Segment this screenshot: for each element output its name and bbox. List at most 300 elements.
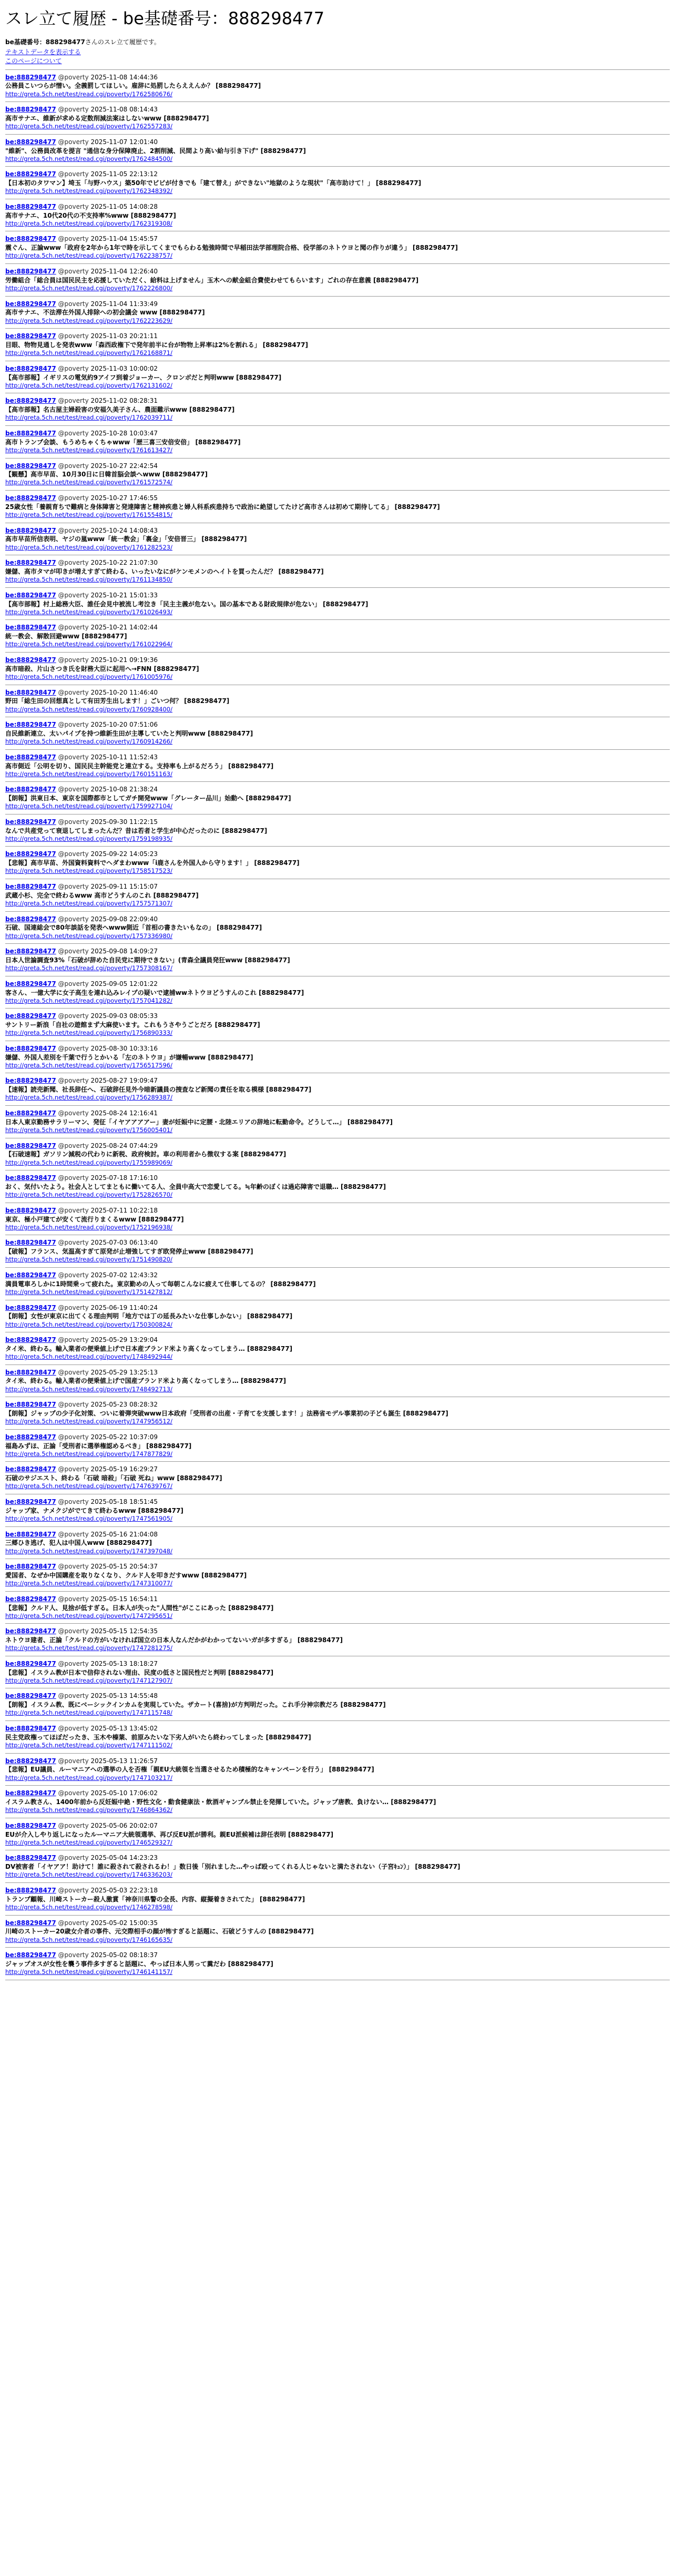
thread-url-link[interactable]: http://greta.5ch.net/test/read.cgi/poverty/1747103217/: [5, 1774, 173, 1781]
thread-url-link[interactable]: http://greta.5ch.net/test/read.cgi/poverty/1761022964/: [5, 640, 173, 648]
thread-item: [5, 1595, 670, 1621]
thread-title: 高市暗殺、片山さつき氏を財務大臣に起用へ→FNN [888298477]: [5, 665, 199, 673]
thread-be-link[interactable]: be:888298477: [5, 170, 56, 178]
thread-url-link[interactable]: http://greta.5ch.net/test/read.cgi/poverty/1755989069/: [5, 1158, 173, 1166]
thread-title: 高市早苗所信表明、ヤジの嵐www「統一教会」「裏金」「安倍晋三」 [888298477]: [5, 535, 247, 543]
thread-item: [5, 1919, 670, 1944]
thread-author: @poverty: [58, 268, 89, 276]
thread-meta: [5, 1465, 670, 1474]
thread-title: 高市サナエ、10代20代の不支持率%www [888298477]: [5, 211, 176, 219]
thread-url-link[interactable]: http://greta.5ch.net/test/read.cgi/poverty/1762557283/: [5, 123, 173, 130]
thread-title: 野田「総生田の回想真として有田芳生出します！」ごいつ何？ [888298477]: [5, 697, 230, 705]
intro-text: [5, 38, 670, 47]
thread-url-link[interactable]: http://greta.5ch.net/test/read.cgi/poverty/1759198935/: [5, 834, 173, 842]
thread-be-link[interactable]: be:888298477: [5, 1271, 56, 1279]
thread-url-link[interactable]: http://greta.5ch.net/test/read.cgi/poverty/1757308167/: [5, 964, 173, 972]
thread-be-link[interactable]: be:888298477: [5, 1627, 56, 1635]
thread-be-link[interactable]: be:888298477: [5, 591, 56, 599]
thread-date: 2025-08-24 12:16:41: [90, 1109, 158, 1117]
thread-be-link[interactable]: be:888298477: [5, 268, 56, 276]
thread-meta: [5, 720, 670, 729]
thread-url-link[interactable]: http://greta.5ch.net/test/read.cgi/poverty/1746864362/: [5, 1806, 173, 1814]
thread-meta: [5, 785, 670, 794]
thread-item: [5, 1562, 670, 1588]
thread-url-link[interactable]: http://greta.5ch.net/test/read.cgi/poverty/1761005976/: [5, 673, 173, 680]
thread-author: @poverty: [58, 656, 89, 664]
thread-author: @poverty: [58, 1919, 89, 1927]
thread-item: [5, 591, 670, 617]
thread-item: [5, 170, 670, 196]
thread-author: @poverty: [58, 300, 89, 308]
thread-meta: [5, 1627, 670, 1636]
thread-date: 2025-10-21 09:19:36: [90, 656, 158, 664]
thread-be-link[interactable]: be:888298477: [5, 721, 56, 729]
thread-author: @poverty: [58, 1142, 89, 1149]
thread-url-link[interactable]: http://greta.5ch.net/test/read.cgi/poverty/1759927104/: [5, 802, 173, 810]
thread-item: [5, 1465, 670, 1491]
thread-date: 2025-05-02 08:18:37: [90, 1951, 158, 1959]
thread-author: @poverty: [58, 721, 89, 729]
thread-meta: [5, 915, 670, 924]
thread-be-link[interactable]: be:888298477: [5, 883, 56, 891]
thread-url-link[interactable]: http://greta.5ch.net/test/read.cgi/poverty/1747956512/: [5, 1418, 173, 1426]
thread-be-link[interactable]: be:888298477: [5, 429, 56, 437]
thread-title: 【悲報】EU議員、ルーマニアへの選挙の人を否権「親EU大統領を当選させるため積極的なキャンペーンを行う」 [888298477]: [5, 1766, 374, 1774]
thread-be-link[interactable]: be:888298477: [5, 559, 56, 567]
thread-item: [5, 1530, 670, 1556]
thread-url-link[interactable]: http://greta.5ch.net/test/read.cgi/poverty/1760914266/: [5, 738, 173, 746]
thread-author: @poverty: [58, 526, 89, 534]
thread-title: 自民維新連立、太いパイプを持つ維新生田が主導していたと判明www [888298477]: [5, 729, 253, 737]
thread-be-link[interactable]: be:888298477: [5, 850, 56, 858]
thread-title: 高市サナエ、維新が求める定数削減法案はしないwww [888298477]: [5, 114, 209, 122]
thread-item: [5, 396, 670, 422]
thread-item: [5, 138, 670, 164]
thread-be-link[interactable]: be:888298477: [5, 462, 56, 470]
thread-item: [5, 720, 670, 746]
thread-divider: [5, 1461, 670, 1462]
thread-author: @poverty: [58, 1012, 89, 1020]
thread-divider: [5, 587, 670, 588]
thread-url-link[interactable]: http://greta.5ch.net/test/read.cgi/poverty/1751490820/: [5, 1256, 173, 1264]
thread-item: [5, 1400, 670, 1426]
thread-be-link[interactable]: be:888298477: [5, 1368, 56, 1376]
thread-url-link[interactable]: http://greta.5ch.net/test/read.cgi/poverty/1747295651/: [5, 1612, 173, 1620]
thread-be-link[interactable]: be:888298477: [5, 624, 56, 632]
thread-be-link[interactable]: be:888298477: [5, 1304, 56, 1311]
thread-be-link[interactable]: be:888298477: [5, 1854, 56, 1862]
thread-date: 2025-08-30 10:33:16: [90, 1044, 158, 1052]
divider: [5, 69, 670, 70]
thread-url-link[interactable]: http://greta.5ch.net/test/read.cgi/poverty/1746141157/: [5, 1968, 173, 1976]
thread-title: ジャップ家、ナメクジがでてきて終わるwww [888298477]: [5, 1506, 183, 1514]
thread-item: [5, 947, 670, 973]
thread-title: 日本人東京勤務サラリーマン、発征「イヤアアアアー」妻が妊娠中に定腰・北陸エリアの辞地に転勤命令。どうして…」 [888298477]: [5, 1118, 393, 1126]
thread-meta: [5, 818, 670, 827]
thread-url-link[interactable]: http://greta.5ch.net/test/read.cgi/poverty/1762484500/: [5, 155, 173, 162]
thread-url-link[interactable]: http://greta.5ch.net/test/read.cgi/poverty/1762238757/: [5, 252, 173, 260]
thread-item: [5, 980, 670, 1005]
thread-title: 嫌儲、外国人差別を千葉で行うとかいる「左のネトウヨ」が嫌暢www [888298477]: [5, 1053, 253, 1061]
thread-title: 三郷ひき逃げ、犯人は中国人www [888298477]: [5, 1539, 152, 1547]
thread-url-link[interactable]: http://greta.5ch.net/test/read.cgi/poverty/1746529327/: [5, 1838, 173, 1846]
thread-author: @poverty: [58, 688, 89, 696]
thread-divider: [5, 781, 670, 782]
thread-be-link[interactable]: be:888298477: [5, 1239, 56, 1247]
thread-author: @poverty: [58, 1109, 89, 1117]
thread-date: 2025-05-15 12:54:35: [90, 1627, 158, 1635]
thread-be-link[interactable]: be:888298477: [5, 980, 56, 987]
thread-url-link[interactable]: http://greta.5ch.net/test/read.cgi/poverty/1757041282/: [5, 996, 173, 1004]
thread-date: 2025-05-10 17:06:02: [90, 1789, 158, 1797]
thread-url-link[interactable]: http://greta.5ch.net/test/read.cgi/poverty/1756289387/: [5, 1094, 173, 1102]
thread-url-link[interactable]: http://greta.5ch.net/test/read.cgi/poverty/1756890333/: [5, 1029, 173, 1037]
thread-title: 愛国者、なぜか中国購産を取りなくなり、クルド人を叩きだすwww [888298477]: [5, 1571, 247, 1579]
thread-be-link[interactable]: be:888298477: [5, 526, 56, 534]
thread-date: 2025-05-19 16:29:27: [90, 1465, 158, 1473]
thread-be-link[interactable]: be:888298477: [5, 300, 56, 308]
thread-url-link[interactable]: http://greta.5ch.net/test/read.cgi/poverty/1762131602/: [5, 381, 173, 389]
thread-meta: [5, 105, 670, 114]
thread-title: 目眼、物物見通しを発表www「森西政権下で発年前半に台が物物上昇率は2%を割れる」 [888298477]: [5, 341, 308, 349]
thread-be-link[interactable]: be:888298477: [5, 1206, 56, 1214]
thread-divider: [5, 1915, 670, 1916]
thread-title: トランプ顧報、川崎ストーカー殺人激賞「神奈川県警の全長、内容、縦擬着きされてた」 [888298477]: [5, 1895, 305, 1903]
thread-be-link[interactable]: be:888298477: [5, 1563, 56, 1571]
thread-url-link[interactable]: http://greta.5ch.net/test/read.cgi/poverty/1746336203/: [5, 1871, 173, 1879]
thread-divider: [5, 134, 670, 135]
thread-author: @poverty: [58, 235, 89, 243]
thread-be-link[interactable]: be:888298477: [5, 688, 56, 696]
thread-url-link[interactable]: http://greta.5ch.net/test/read.cgi/poverty/1757571307/: [5, 900, 173, 907]
thread-meta: [5, 947, 670, 956]
thread-url-link[interactable]: http://greta.5ch.net/test/read.cgi/poverty/1761572574/: [5, 478, 173, 486]
thread-author: @poverty: [58, 1627, 89, 1635]
thread-date: 2025-07-18 17:16:10: [90, 1174, 158, 1182]
thread-date: 2025-10-21 15:01:33: [90, 591, 158, 599]
thread-title: 【高市部報】名古屋主婦殺害の安福久美子さん、農面難示www [888298477]: [5, 406, 235, 414]
thread-item: [5, 202, 670, 228]
thread-url-link[interactable]: http://greta.5ch.net/test/read.cgi/poverty/1748492713/: [5, 1385, 173, 1393]
thread-meta: [5, 429, 670, 438]
thread-author: @poverty: [58, 980, 89, 987]
thread-item: [5, 656, 670, 681]
thread-be-link[interactable]: be:888298477: [5, 1174, 56, 1182]
thread-url-link[interactable]: http://greta.5ch.net/test/read.cgi/poverty/1750300824/: [5, 1320, 173, 1328]
thread-date: 2025-09-30 11:22:15: [90, 818, 158, 826]
thread-url-link[interactable]: http://greta.5ch.net/test/read.cgi/poverty/1748492944/: [5, 1353, 173, 1361]
top-links: [5, 48, 670, 66]
thread-author: @poverty: [58, 332, 89, 340]
thread-title: 震ぐん、正論www「政府を2年から1年で時を示してくまでもらわる勉強時間で早稲田法学部理院合格、役学部のネトウヨと聞の作りが違う」 [888298477]: [5, 244, 458, 252]
thread-be-link[interactable]: be:888298477: [5, 818, 56, 826]
thread-be-link[interactable]: be:888298477: [5, 364, 56, 372]
thread-date: 2025-10-21 14:02:44: [90, 624, 158, 632]
thread-item: [5, 105, 670, 131]
thread-date: 2025-11-08 14:44:36: [90, 73, 158, 81]
thread-url-link[interactable]: http://greta.5ch.net/test/read.cgi/poverty/1746278598/: [5, 1903, 173, 1911]
thread-title: 福島みずほ、正論「受刑者に選挙権認めるべき」 [888298477]: [5, 1442, 192, 1450]
thread-divider: [5, 263, 670, 264]
thread-date: 2025-10-20 11:46:40: [90, 688, 158, 696]
about-page-link[interactable]: このページについて: [5, 57, 62, 65]
thread-title: 石破、国連総会で80年談話を発表へwww側近「首相の書きたいもなの」 [888298477]: [5, 924, 262, 932]
thread-date: 2025-11-03 20:21:11: [90, 332, 158, 340]
thread-title: 日本人世論調査93%「石破が辞めた自民党に期待できない」(青森全議員発狂www [888298477]: [5, 956, 290, 964]
thread-author: @poverty: [58, 1563, 89, 1571]
thread-be-link[interactable]: be:888298477: [5, 753, 56, 761]
thread-meta: [5, 850, 670, 859]
thread-url-link[interactable]: http://greta.5ch.net/test/read.cgi/poverty/1752826570/: [5, 1191, 173, 1199]
thread-author: @poverty: [58, 1465, 89, 1473]
thread-meta: [5, 202, 670, 211]
thread-item: [5, 753, 670, 779]
thread-url-link[interactable]: http://greta.5ch.net/test/read.cgi/poverty/1751427812/: [5, 1288, 173, 1296]
thread-url-link[interactable]: http://greta.5ch.net/test/read.cgi/poverty/1747639767/: [5, 1482, 173, 1490]
thread-title: 【日本初のタワマン】埼玉「与野ハウス」築50年でビビが付きでも「建て替え」ができない"地獄のような現状"「高市助けて！」 [888298477]: [5, 179, 422, 187]
thread-be-link[interactable]: be:888298477: [5, 494, 56, 502]
thread-title: 【悲報】高市早苗、外国資料資料でヘダまわwww「i鹿さんを外国人から守ります！」 [888298477]: [5, 859, 300, 867]
thread-url-link[interactable]: http://greta.5ch.net/test/read.cgi/poverty/1758517523/: [5, 867, 173, 875]
thread-item: [5, 785, 670, 811]
thread-meta: [5, 73, 670, 82]
thread-title: 高市サナエ、不法滞在外国人排除への初会議会 www [888298477]: [5, 309, 205, 317]
thread-title: 【破報】フランス、気温高すぎて原発が止増強してすぎ欧発停止www [888298477]: [5, 1248, 253, 1256]
thread-url-link[interactable]: http://greta.5ch.net/test/read.cgi/poverty/1747397048/: [5, 1547, 173, 1555]
thread-item: [5, 364, 670, 390]
thread-title: おく、気付いたよう。社会人としてまともに働いてる人、全員中高大で恋愛してる。≒年齢のぼくは過応障害で退職… [888298477]: [5, 1183, 386, 1191]
thread-divider: [5, 1526, 670, 1527]
thread-url-link[interactable]: http://greta.5ch.net/test/read.cgi/poverty/1756005401/: [5, 1126, 173, 1134]
thread-title: 客さん、一億大学に女子高生を連れ込みレイプの疑いで逮捕wwネトウヨどうすんのこれ [888298477]: [5, 989, 304, 996]
thread-be-link[interactable]: be:888298477: [5, 915, 56, 923]
thread-be-link[interactable]: be:888298477: [5, 1465, 56, 1473]
thread-url-link[interactable]: http://greta.5ch.net/test/read.cgi/poverty/1757336980/: [5, 932, 173, 940]
thread-title: 満員電車ろしかに1時間乗って疲れた。東京勤めの人って毎朝こんなに疲えて仕事してるの？ [888298477]: [5, 1280, 316, 1288]
thread-url-link[interactable]: http://greta.5ch.net/test/read.cgi/poverty/1747561905/: [5, 1514, 173, 1522]
thread-item: [5, 1304, 670, 1329]
thread-author: @poverty: [58, 1659, 89, 1667]
thread-meta: [5, 1109, 670, 1118]
thread-divider: [5, 1591, 670, 1592]
thread-author: @poverty: [58, 1044, 89, 1052]
thread-be-link[interactable]: be:888298477: [5, 106, 56, 114]
thread-url-link[interactable]: http://greta.5ch.net/test/read.cgi/poverty/1762223629/: [5, 317, 173, 324]
thread-title: 高市トランプ会談、もうめちゃくちゃwww「歴三喜三安倍安倍」 [888298477]: [5, 438, 241, 446]
thread-divider: [5, 101, 670, 102]
thread-url-link[interactable]: http://greta.5ch.net/test/read.cgi/poverty/1761134850/: [5, 576, 173, 584]
thread-title: 【朗報】イスラム教、既にベーシックインカムを実現していた。ザカート(喜捨)が方判明だった。これ手分神宗教だろ [888298477]: [5, 1701, 386, 1709]
thread-url-link[interactable]: http://greta.5ch.net/test/read.cgi/poverty/1752196938/: [5, 1223, 173, 1231]
thread-url-link[interactable]: http://greta.5ch.net/test/read.cgi/poverty/1762168871/: [5, 349, 173, 357]
thread-url-link[interactable]: http://greta.5ch.net/test/read.cgi/poverty/1761026493/: [5, 608, 173, 616]
thread-date: 2025-09-08 14:09:27: [90, 948, 158, 955]
thread-item: [5, 1951, 670, 1977]
thread-be-link[interactable]: be:888298477: [5, 1012, 56, 1020]
thread-be-link[interactable]: be:888298477: [5, 1336, 56, 1344]
thread-item: [5, 1627, 670, 1653]
thread-url-link[interactable]: http://greta.5ch.net/test/read.cgi/poverty/1760928400/: [5, 705, 173, 713]
thread-item: [5, 818, 670, 843]
thread-url-link[interactable]: http://greta.5ch.net/test/read.cgi/poverty/1761613427/: [5, 446, 173, 454]
thread-url-link[interactable]: http://greta.5ch.net/test/read.cgi/poverty/1762580676/: [5, 90, 173, 98]
thread-divider: [5, 943, 670, 944]
thread-date: 2025-11-05 22:13:12: [90, 170, 158, 178]
thread-meta: [5, 1530, 670, 1539]
thread-date: 2025-07-11 10:22:18: [90, 1206, 158, 1214]
thread-date: 2025-05-03 22:23:18: [90, 1886, 158, 1894]
thread-divider: [5, 1429, 670, 1430]
thread-url-link[interactable]: http://greta.5ch.net/test/read.cgi/poverty/1762348392/: [5, 187, 173, 195]
thread-be-link[interactable]: be:888298477: [5, 1659, 56, 1667]
thread-date: 2025-09-11 15:15:07: [90, 883, 158, 891]
thread-author: @poverty: [58, 1821, 89, 1829]
thread-item: [5, 1724, 670, 1750]
thread-title: 石破のサジエスト、終わる「石破 暗殺」「石破 死ね」www [888298477]: [5, 1474, 222, 1482]
thread-be-link[interactable]: be:888298477: [5, 1725, 56, 1733]
thread-author: @poverty: [58, 559, 89, 567]
thread-date: 2025-05-13 14:55:48: [90, 1692, 158, 1700]
thread-title: "維新"、公務員改革を提言 "通信な身分保障廃止、2割削減、民間より高い給与引き下げ" [888298477]: [5, 147, 306, 155]
thread-date: 2025-05-22 10:37:09: [90, 1433, 158, 1441]
thread-divider: [5, 458, 670, 459]
thread-url-link[interactable]: http://greta.5ch.net/test/read.cgi/poverty/1747281275/: [5, 1644, 173, 1652]
thread-date: 2025-05-13 13:45:02: [90, 1725, 158, 1733]
page-title: スレ立て履歴 - be基礎番号：888298477: [5, 8, 325, 28]
thread-meta: [5, 1757, 670, 1766]
thread-author: @poverty: [58, 202, 89, 210]
thread-meta: [5, 1854, 670, 1862]
thread-url-link[interactable]: http://greta.5ch.net/test/read.cgi/poverty/1761282523/: [5, 543, 173, 551]
thread-item: [5, 1433, 670, 1459]
thread-be-link[interactable]: be:888298477: [5, 332, 56, 340]
thread-meta: [5, 980, 670, 989]
thread-url-link[interactable]: http://greta.5ch.net/test/read.cgi/poverty/1762039711/: [5, 414, 173, 422]
thread-url-link[interactable]: http://greta.5ch.net/test/read.cgi/poverty/1747310077/: [5, 1580, 173, 1587]
thread-be-link[interactable]: be:888298477: [5, 73, 56, 81]
thread-url-link[interactable]: http://greta.5ch.net/test/read.cgi/poverty/1746165635/: [5, 1936, 173, 1943]
thread-date: 2025-06-19 11:40:24: [90, 1304, 158, 1311]
thread-be-link[interactable]: be:888298477: [5, 235, 56, 243]
thread-url-link[interactable]: http://greta.5ch.net/test/read.cgi/poverty/1762319308/: [5, 219, 173, 227]
thread-title: 【朗報】女性が東京に出てくる理由判明「地方では丁の延長みたいな仕事しかない」 [888298477]: [5, 1312, 293, 1320]
thread-meta: [5, 267, 670, 276]
thread-be-link[interactable]: be:888298477: [5, 1530, 56, 1538]
thread-be-link[interactable]: be:888298477: [5, 1789, 56, 1797]
thread-item: [5, 1886, 670, 1912]
thread-url-link[interactable]: http://greta.5ch.net/test/read.cgi/poverty/1747115748/: [5, 1709, 173, 1717]
thread-item: [5, 300, 670, 325]
thread-be-link[interactable]: be:888298477: [5, 1044, 56, 1052]
thread-meta: [5, 1206, 670, 1215]
thread-author: @poverty: [58, 850, 89, 858]
thread-date: 2025-05-29 13:25:13: [90, 1368, 158, 1376]
thread-be-link[interactable]: be:888298477: [5, 1821, 56, 1829]
thread-url-link[interactable]: http://greta.5ch.net/test/read.cgi/poverty/1762226800/: [5, 284, 173, 292]
thread-be-link[interactable]: be:888298477: [5, 1692, 56, 1700]
thread-meta: [5, 1692, 670, 1701]
thread-be-link[interactable]: be:888298477: [5, 202, 56, 210]
thread-be-link[interactable]: be:888298477: [5, 948, 56, 955]
thread-be-link[interactable]: be:888298477: [5, 138, 56, 146]
thread-be-link[interactable]: be:888298477: [5, 1498, 56, 1505]
thread-author: @poverty: [58, 915, 89, 923]
thread-author: @poverty: [58, 1077, 89, 1085]
thread-item: [5, 235, 670, 260]
thread-date: 2025-05-13 18:18:27: [90, 1659, 158, 1667]
thread-divider: [5, 328, 670, 329]
thread-title: ジャップオスが女性を襲う事件多すぎると話題に、やっぱ日本人男って糞だわ [888298477]: [5, 1960, 273, 1968]
thread-author: @poverty: [58, 397, 89, 405]
thread-item: [5, 526, 670, 552]
thread-meta: [5, 235, 670, 243]
thread-author: @poverty: [58, 1174, 89, 1182]
thread-author: @poverty: [58, 818, 89, 826]
thread-date: 2025-11-03 10:00:02: [90, 364, 158, 372]
thread-divider: [5, 1623, 670, 1624]
thread-be-link[interactable]: be:888298477: [5, 1401, 56, 1409]
thread-item: [5, 850, 670, 875]
thread-date: 2025-10-22 21:07:30: [90, 559, 158, 567]
thread-url-link[interactable]: http://greta.5ch.net/test/read.cgi/poverty/1747877829/: [5, 1450, 173, 1458]
thread-meta: [5, 1789, 670, 1798]
thread-item: [5, 1271, 670, 1297]
thread-be-link[interactable]: be:888298477: [5, 1757, 56, 1765]
thread-item: [5, 915, 670, 941]
thread-be-link[interactable]: be:888298477: [5, 1886, 56, 1894]
thread-be-link[interactable]: be:888298477: [5, 397, 56, 405]
intro-be-number: be基礎番号：888298477: [5, 38, 85, 46]
thread-url-link[interactable]: http://greta.5ch.net/test/read.cgi/poverty/1747127907/: [5, 1676, 173, 1684]
thread-divider: [5, 1753, 670, 1754]
show-text-data-link[interactable]: テキストデータを表示する: [5, 48, 81, 56]
thread-title: 【高市部報】村上総務大臣、誰任会見中被流し考泣き「民主主義が危ない。国の基本である財政規律が危ない」 [888298477]: [5, 600, 369, 608]
thread-be-link[interactable]: be:888298477: [5, 786, 56, 793]
thread-date: 2025-08-24 07:44:29: [90, 1142, 158, 1149]
thread-item: [5, 1692, 670, 1717]
thread-item: [5, 1238, 670, 1264]
thread-url-link[interactable]: http://greta.5ch.net/test/read.cgi/poverty/1761554815/: [5, 511, 173, 519]
thread-be-link[interactable]: be:888298477: [5, 1077, 56, 1085]
thread-be-link[interactable]: be:888298477: [5, 1142, 56, 1149]
thread-be-link[interactable]: be:888298477: [5, 1433, 56, 1441]
thread-date: 2025-05-29 13:29:04: [90, 1336, 158, 1344]
thread-divider: [5, 652, 670, 653]
thread-be-link[interactable]: be:888298477: [5, 1595, 56, 1603]
thread-date: 2025-09-08 22:09:40: [90, 915, 158, 923]
thread-meta: [5, 1433, 670, 1442]
thread-date: 2025-09-22 14:05:23: [90, 850, 158, 858]
thread-item: [5, 1336, 670, 1361]
thread-url-link[interactable]: http://greta.5ch.net/test/read.cgi/poverty/1756517596/: [5, 1061, 173, 1069]
thread-title: 【石破速報】ガソリン減税の代わりに新税、政府検討。車の利用者から徴収する案 [888298477]: [5, 1150, 287, 1158]
thread-be-link[interactable]: be:888298477: [5, 1951, 56, 1959]
thread-url-link[interactable]: http://greta.5ch.net/test/read.cgi/poverty/1747111502/: [5, 1742, 173, 1749]
thread-date: 2025-07-02 12:43:32: [90, 1271, 158, 1279]
thread-url-link[interactable]: http://greta.5ch.net/test/read.cgi/poverty/1760151163/: [5, 770, 173, 778]
thread-be-link[interactable]: be:888298477: [5, 1109, 56, 1117]
thread-title: 【朗報】洪東日本、東京を国際都市としてガチ開発www「グレーター品川」始動へ [888298477]: [5, 795, 291, 802]
thread-author: @poverty: [58, 429, 89, 437]
thread-meta: [5, 1659, 670, 1668]
thread-be-link[interactable]: be:888298477: [5, 1919, 56, 1927]
thread-be-link[interactable]: be:888298477: [5, 656, 56, 664]
thread-item: [5, 73, 670, 99]
thread-meta: [5, 1142, 670, 1150]
thread-author: @poverty: [58, 1498, 89, 1505]
thread-author: @poverty: [58, 1692, 89, 1700]
thread-meta: [5, 1174, 670, 1183]
